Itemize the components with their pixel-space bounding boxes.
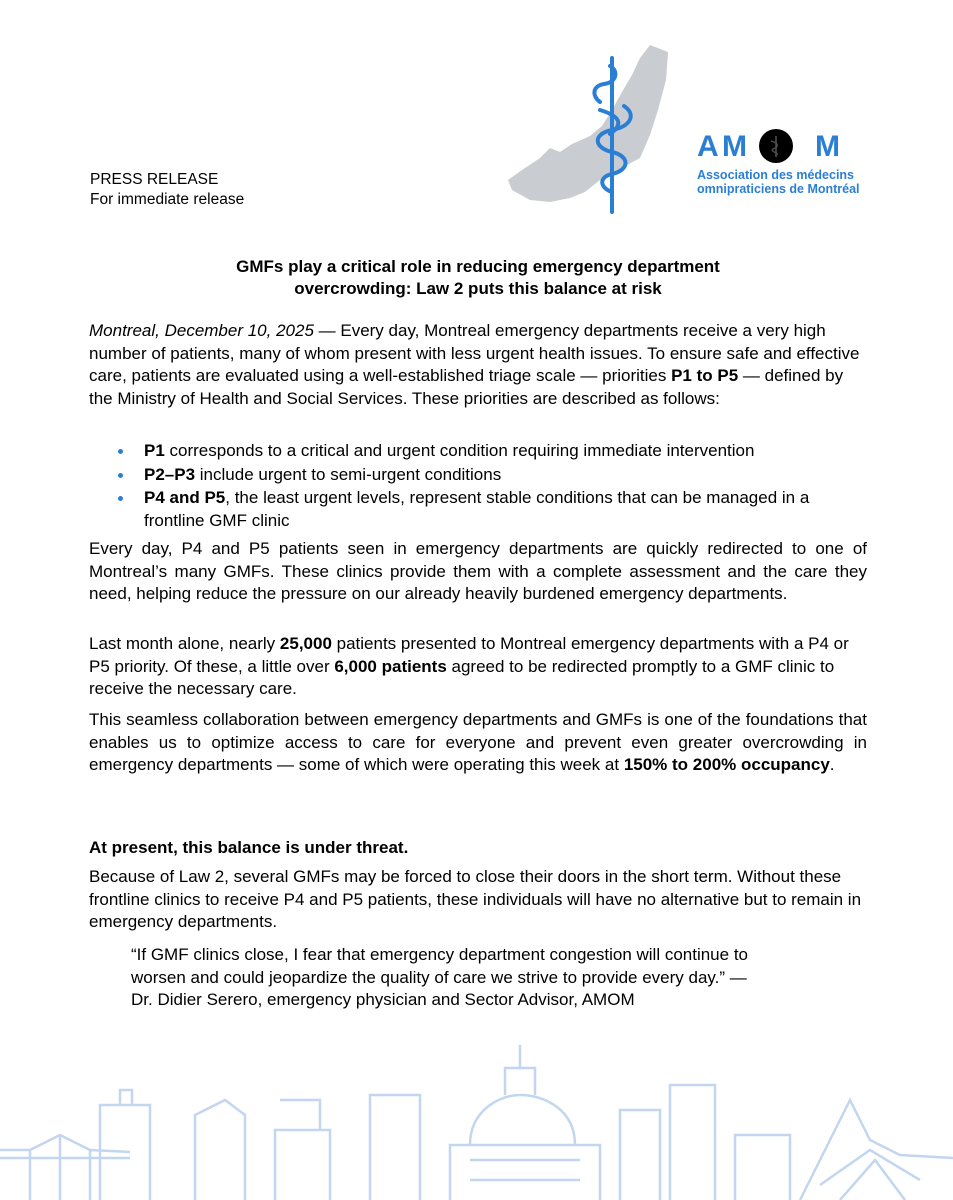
list-item [89, 440, 867, 463]
building-left [100, 1090, 150, 1200]
collab-text2: . [829, 755, 835, 775]
wordmark-letter-a: A [697, 130, 719, 163]
intro-paragraph [89, 320, 867, 410]
collab-bold-occupancy: 150% to 200% occupancy [623, 755, 830, 775]
stats-bold-25000: 25,000 [279, 634, 332, 653]
stadium-shape [800, 1100, 953, 1200]
amom-subtitle-line2: omnipraticiens de Montréal [697, 182, 860, 196]
quote-line2: worsen and could jeopardize the quality of care we strive to provide every day.” — [131, 967, 747, 987]
stats-text3: agreed to be redirected promptly to a GMF clinic to receive the necessary care. [89, 656, 835, 699]
stats-bold-6000: 6,000 patients [334, 656, 447, 676]
title-line2: overcrowding: Law 2 puts this balance at risk [294, 279, 662, 298]
collaboration-paragraph [89, 709, 867, 777]
bullet-dot-icon [118, 496, 123, 501]
press-release-header [90, 170, 244, 210]
list-item [89, 464, 867, 487]
bridge-shape [0, 1135, 130, 1200]
list-item [89, 487, 867, 532]
amom-subtitle-line1: Association des médecins [697, 168, 855, 182]
bullet-bold: P4 and P5 [144, 488, 226, 508]
bullet-text: include urgent to semi-urgent conditions [195, 464, 502, 484]
intro-text2: — defined by the Ministry of Health and Social Services. These priorities are described as follows: [89, 366, 844, 408]
stats-text2: patients presented to Montreal emergency departments with a P4 or P5 priority. Of these, a little over [89, 634, 849, 676]
redirect-paragraph: Every day, P4 and P5 patients seen in emergency departments are quickly redirected to one of Montreal’s many GMFs. These clinics provide them with a complete assessment and the care they need, helping reduce the pressure on our already heavily burdened emergency departments. [89, 539, 867, 604]
wordmark-letter-m2: M [815, 130, 840, 163]
collab-text1: This seamless collaboration between emergency departments and GMFs is one of the foundations that enables us to optimize access to care for everyone and prevent even greater overcrowding in emergency departments — some of which were operating this week at [89, 710, 867, 775]
montreal-skyline-illustration [0, 1040, 953, 1200]
building-mid-left [275, 1100, 330, 1200]
stats-paragraph [89, 633, 867, 701]
wordmark-letter-m: M [722, 130, 747, 163]
building-right [735, 1135, 790, 1200]
bullet-bold: P1 [144, 441, 165, 460]
priority-list [89, 440, 867, 533]
quote-attribution: Dr. Didier Serero, emergency physician and Sector Advisor, AMOM [131, 990, 635, 1010]
bullet-text: , the least urgent levels, represent stable conditions that can be managed in a frontline GMF clinic [144, 488, 810, 530]
tower-mid [370, 1095, 420, 1200]
stethoscope-dot-icon [759, 129, 793, 163]
bullet-text: corresponds to a critical and urgent condition requiring immediate intervention [164, 441, 755, 460]
threat-heading: At present, this balance is under threat. [89, 838, 409, 857]
quote-line1: “If GMF clinics close, I fear that emergency department congestion will continue to [131, 945, 748, 964]
amom-wordmark [697, 130, 857, 166]
building-mid-right [620, 1085, 715, 1200]
physician-quote [131, 944, 831, 1012]
tower-left [195, 1100, 245, 1200]
intro-text1: — Every day, Montreal emergency departments receive a very high number of patients, many of whom present with less urgent health issues. To ensure safe and effective care, patients are evaluated using a well-established triage scale — priorities [89, 321, 860, 386]
press-release-label: PRESS RELEASE [90, 171, 219, 188]
dome-shape [450, 1045, 600, 1200]
law2-paragraph: Because of Law 2, several GMFs may be forced to close their doors in the short term. Without these frontline clinics to receive P4 and P5 patients, these individuals will have no alternative but to remain in emergency departments. [89, 867, 862, 932]
intro-bold-priorities: P1 to P5 [671, 366, 739, 386]
bullet-dot-icon [118, 449, 123, 454]
stats-text1: Last month alone, nearly [89, 634, 280, 653]
immediate-release-label: For immediate release [90, 191, 245, 208]
montreal-island-logo [500, 40, 700, 225]
title-line1: GMFs play a critical role in reducing emergency department [236, 257, 720, 276]
bullet-bold: P2–P3 [144, 464, 196, 484]
press-release-title [90, 256, 866, 300]
bullet-dot-icon [118, 473, 123, 478]
dateline: Montreal, December 10, 2025 [89, 321, 314, 340]
amom-subtitle [697, 168, 887, 196]
mini-caduceus-icon [759, 129, 793, 163]
island-shape [508, 45, 668, 202]
